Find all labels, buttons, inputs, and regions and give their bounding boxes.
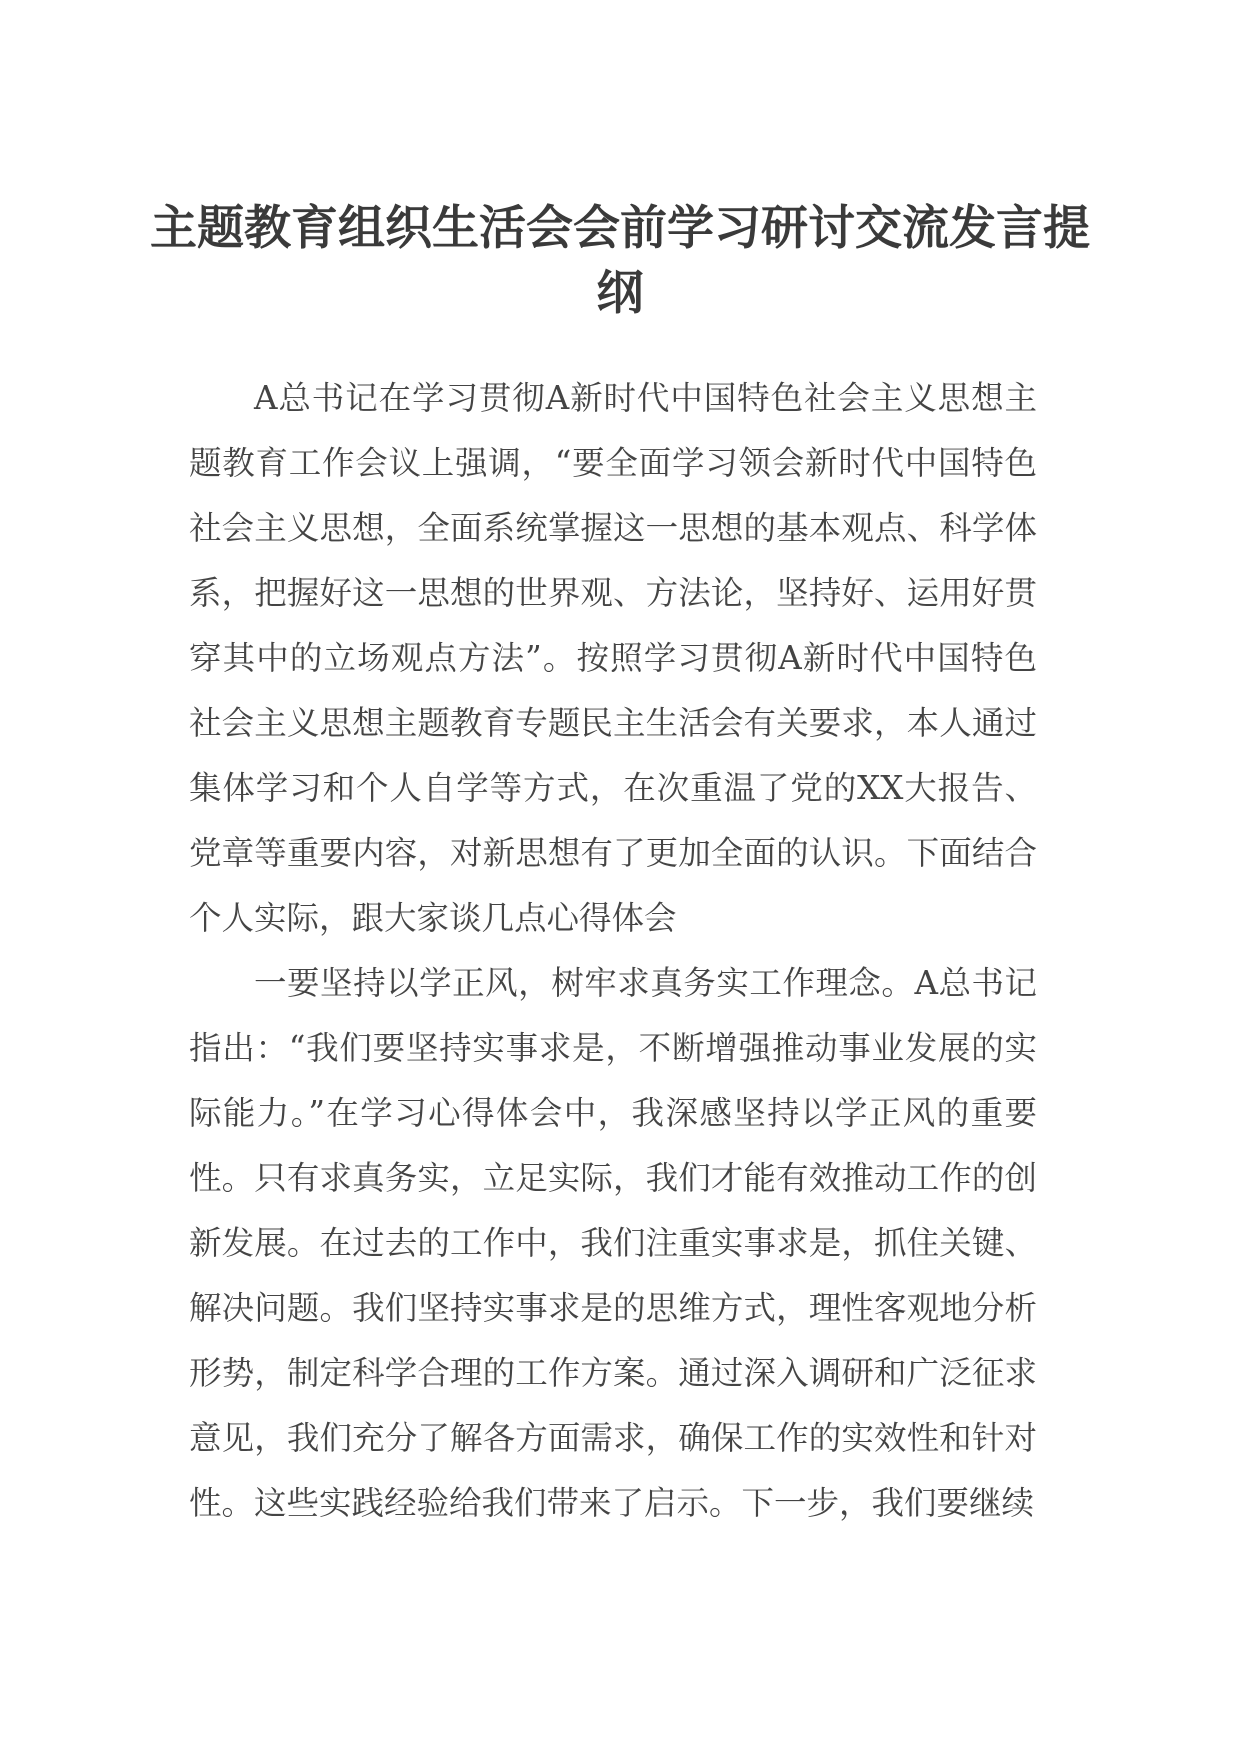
paragraph-intro: A总书记在学习贯彻A新时代中国特色社会主义思想主题教育工作会议上强调，“要全面学习领会新时代中国特色社会主义思想，全面系统掌握这一思想的基本观点、科学体系，把握好这一思想的世界观、方法论，坚持好、运用好贯穿其中的立场观点方法”。按照学习贯彻A新时代中国特色社会主义思想主题教育专题民主生活会有关要求，本人通过集体学习和个人自学等方式，在次重温了党的XX大报告、党章等重要内容，对新思想有了更加全面的认识。下面结合个人实际，跟大家谈几点心得体会 xyxy=(189,379,1037,937)
document-title: 主题教育组织生活会会前学习研讨交流发言提纲 xyxy=(150,201,1090,321)
paragraph-point-one: 一要坚持以学正风，树牢求真务实工作理念。A总书记指出：“我们要坚持实事求是，不断增强推动事业发展的实际能力。”在学习心得体会中，我深感坚持以学正风的重要性。只有求真务实，立足实际，我们才能有效推动工作的创新发展。在过去的工作中，我们注重实事求是，抓住关键、解决问题。我们坚持实事求是的思维方式，理性客观地分析形势，制定科学合理的工作方案。通过深入调研和广泛征求意见，我们充分了解各方面需求，确保工作的实效性和针对性。这些实践经验给我们带来了启示。下一步，我们要继续 xyxy=(189,964,1037,1522)
document-body xyxy=(189,366,1037,1536)
